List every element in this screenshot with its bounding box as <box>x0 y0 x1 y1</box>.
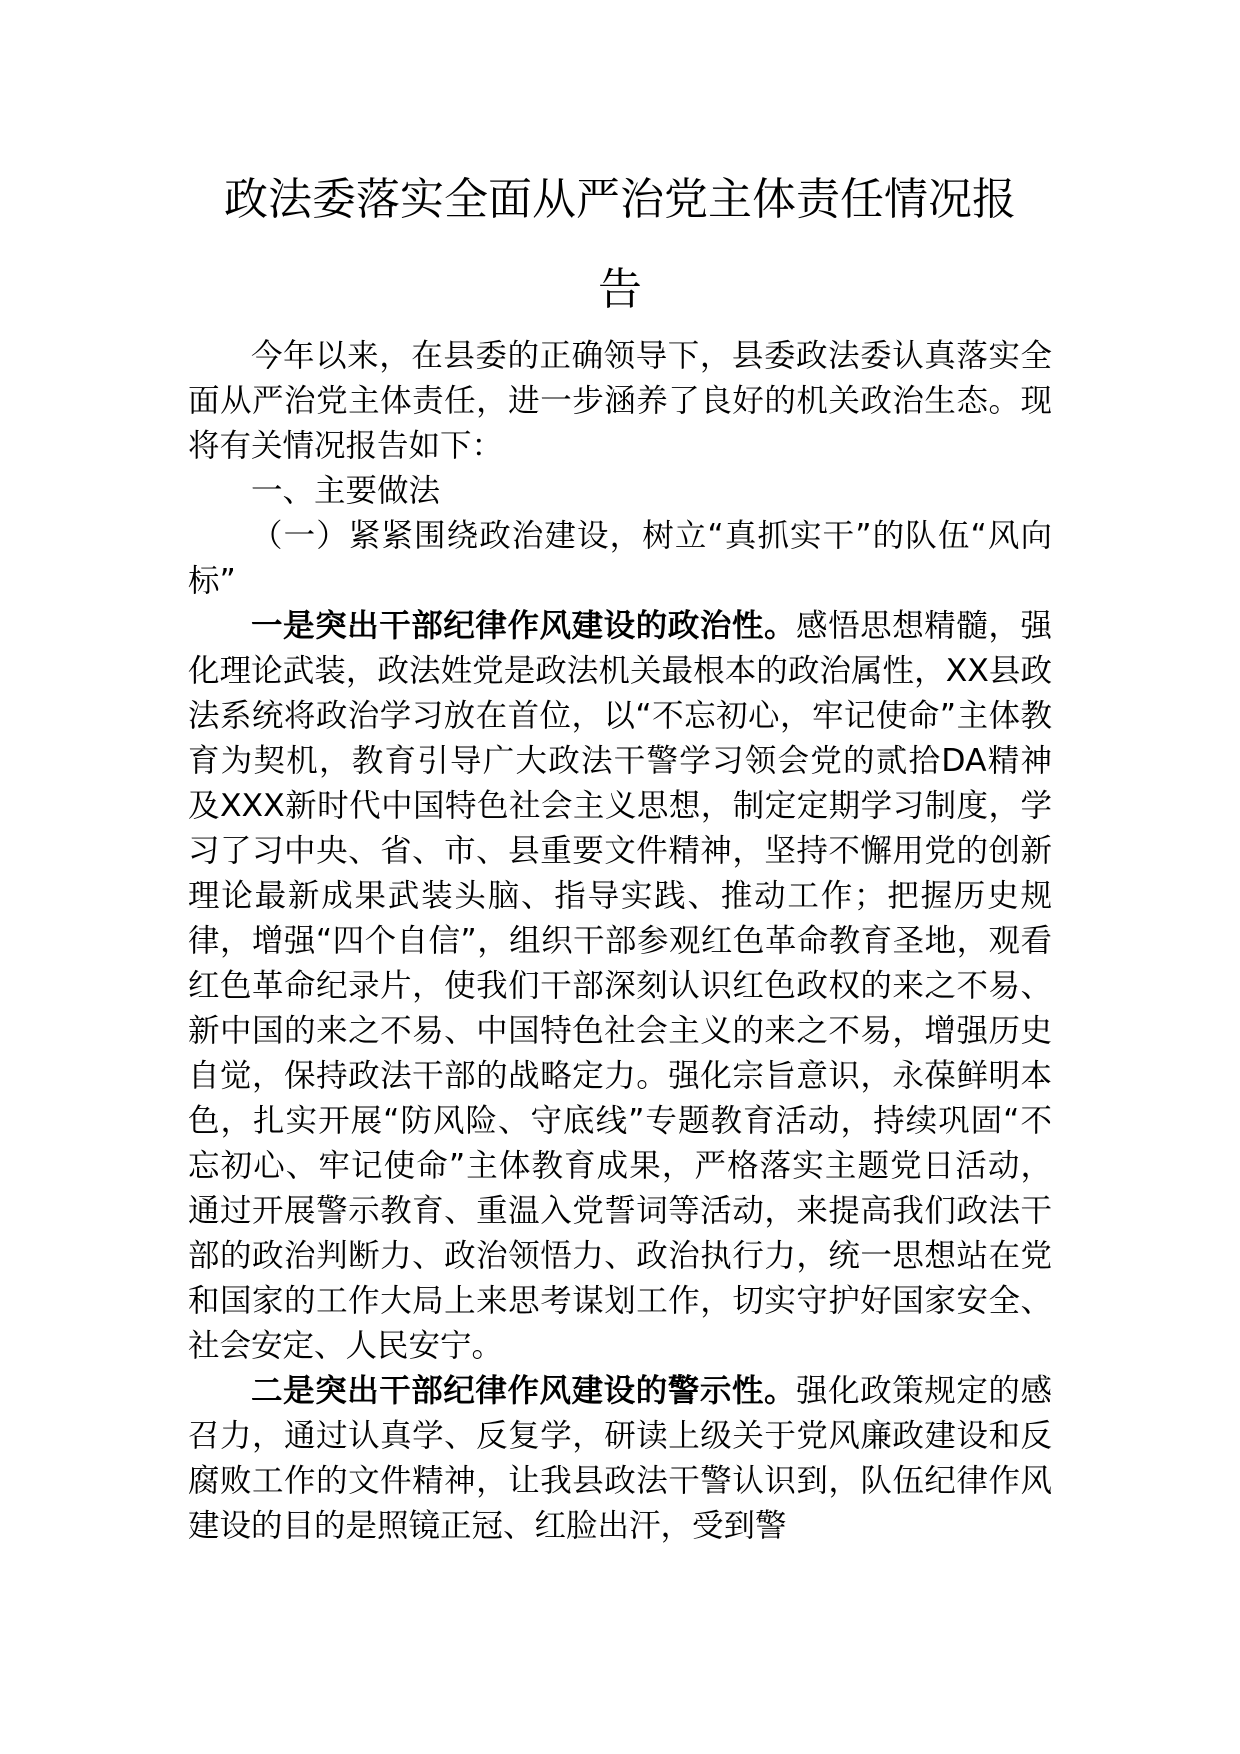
paragraph-political-nature <box>188 604 1052 1369</box>
paragraph-body-warning-nature: 强化政策规定的感召力，通过认真学、反复学，研读上级关于党风廉政建设和反腐败工作的文件精神，让我县政法干警认识到，队伍纪律作风建设的目的是照镜正冠、红脸出汗，受到警 <box>188 1373 1052 1544</box>
paragraph-lead-warning-nature: 二是突出干部纪律作风建设的警示性。 <box>251 1373 797 1409</box>
document-title-continued <box>188 250 1052 330</box>
intro-paragraph: 今年以来，在县委的正确领导下，县委政法委认真落实全面从严治党主体责任，进一步涵养了良好的机关政治生态。现将有关情况报告如下： <box>188 338 1052 464</box>
paragraph-lead-political-nature: 一是突出干部纪律作风建设的政治性。 <box>251 608 797 644</box>
document-body <box>188 334 1052 1549</box>
subsection-heading-political-building: （一）紧紧围绕政治建设，树立“真抓实干”的队伍“风向标” <box>188 518 1052 599</box>
title-line-2: 告 <box>598 264 642 315</box>
title-line-1: 政法委落实全面从严治党主体责任情况报 <box>224 174 1016 225</box>
section-heading-main-practices: 一、主要做法 <box>251 473 441 509</box>
document-title <box>188 160 1052 240</box>
paragraph-warning-nature <box>188 1369 1052 1549</box>
paragraph-body-political-nature: 感悟思想精髓，强化理论武装，政法姓党是政法机关最根本的政治属性，XX县政法系统将政治学习放在首位，以“不忘初心，牢记使命”主体教育为契机，教育引导广大政法干警学习领会党的贰拾DA精神及XXX新时代中国特色社会主义思想，制定定期学习制度，学习了习中央、省、市、县重要文件精神，坚持不懈用党的创新理论最新成果武装头脑、指导实践、推动工作；把握历史规律，增强“四个自信”，组织干部参观红色革命教育圣地，观看红色革命纪录片，使我们干部深刻认识红色政权的来之不易、新中国的来之不易、中国特色社会主义的来之不易，增强历史自觉，保持政法干部的战略定力。强化宗旨意识，永葆鲜明本色，扎实开展“防风险、守底线”专题教育活动，持续巩固“不忘初心、牢记使命”主体教育成果，严格落实主题党日活动，通过开展警示教育、重温入党誓词等活动，来提高我们政法干部的政治判断力、政治领悟力、政治执行力，统一思想站在党和国家的工作大局上来思考谋划工作，切实守护好国家安全、社会安定、人民安宁。 <box>188 608 1052 1364</box>
